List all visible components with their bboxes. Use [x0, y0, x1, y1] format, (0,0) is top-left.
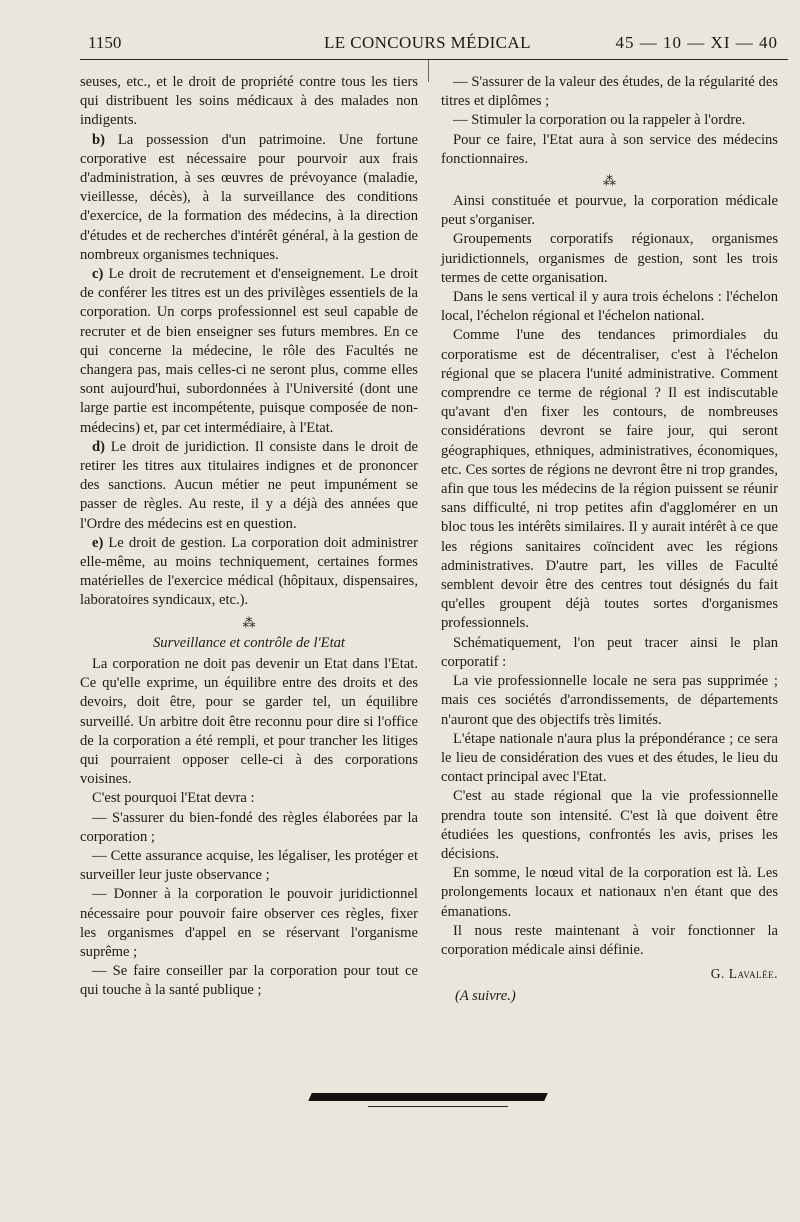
paragraph: — Stimuler la corporation ou la rappeler à l'ordre.: [453, 112, 746, 129]
paragraph: Schématiquement, l'on peut tracer ainsi le plan corporatif :: [441, 634, 778, 670]
left-column: [80, 73, 418, 1001]
journal-title: LE CONCOURS MÉDICAL: [324, 33, 531, 52]
paragraph: seuses, etc., et le droit de propriété contre tous les tiers qui distribuent les soins médicaux à des malades non indigents.: [80, 74, 418, 129]
paragraph: La vie professionnelle locale ne sera pas supprimée ; mais ces sociétés d'arrondissements, de départements n'auront que des objectifs très limités.: [441, 673, 778, 728]
paragraph: d) Le droit de juridiction. Il consiste dans le droit de retirer les titres aux titulaires indignes et de prononcer des sanctions. Aucun métier ne peut impunément se passer de règles. Au reste, il y a déjà des années que l'Ordre des médecins est en question.: [80, 438, 418, 532]
paragraph: — S'assurer de la valeur des études, de la régularité des titres et diplômes ;: [441, 74, 778, 110]
item-label: d): [92, 438, 105, 455]
paragraph: L'étape nationale n'aura plus la prépondérance ; ce sera le lieu de considération des vues et des études, le lieu du contact principal avec l'Etat.: [441, 730, 778, 786]
paragraph: — Se faire conseiller par la corporation pour tout ce qui touche à la santé publique ;: [80, 963, 418, 999]
section-subheading: Surveillance et contrôle de l'Etat: [153, 634, 345, 651]
paragraph: Groupements corporatifs régionaux, organismes juridictionnels, organismes de gestion, sont les trois termes de cette organisation.: [441, 231, 778, 286]
end-of-article-bar: [308, 1093, 548, 1101]
paragraph: Comme l'une des tendances primordiales du corporatisme est de décentraliser, c'est à l'échelon régional que se placera l'unité administrative. Comment comprendre ce terme de régional ? Il est indiscutable qu'avant d'en fixer les contours, de nombreuses considérations devront se faire jour, qui seront géographiques, ethniques, administratives, économiques, etc. Ces sortes de régions ne devront être ni trop grandes, afin que tous les médecins de la région puissent se réunir sans difficulté, ni trop petites afin d'agglomérer en un bloc tous les intérêts similaires. Il y aurait intérêt à ce que les régions sanitaires coïncident avec les régions administratives. D'autre part, les villes de Faculté semblent devoir être des centres tout désignés du fait qu'elles groupent déjà toutes sortes d'organismes professionnels.: [441, 327, 778, 632]
paragraph: C'est pourquoi l'Etat devra :: [92, 790, 255, 807]
paragraph: — Cette assurance acquise, les légaliser, les protéger et surveiller leur juste observance ;: [80, 847, 418, 884]
header-rule: [80, 59, 788, 60]
right-column: [441, 73, 778, 1007]
paragraph: b) La possession d'un patrimoine. Une fortune corporative est nécessaire pour pourvoir aux frais d'administration, à ses œuvres de prévoyance (maladie, vieillesse, décès), à la surveillance des conditions d'exercice, de la formation des médecins, à la direction d'études et de recherches d'intérêt général, à la gestion de nombreux organismes techniques.: [80, 131, 418, 263]
item-label: b): [92, 131, 105, 148]
paragraph: C'est au stade régional que la vie professionnelle prendra toute son intensité. C'est là que doivent être étudiées les questions, confrontés les avis, prises les décisions.: [441, 788, 778, 862]
paragraph: c) Le droit de recrutement et d'enseignement. Le droit de conférer les titres est un des privilèges essentiels de la corporation. Un corps professionnel est seul capable de recruter et de bien enseigner ses futurs membres. En ce qui concerne la médecine, le rôle des Facultés ne changera pas, mais celles-ci ne seront plus, comme elles sont aujourd'hui, subordonnées à l'Université (dont une large partie est incompétente, puisque composée de non-médecins) et, par cet intermédiaire, à l'Etat.: [80, 266, 418, 436]
paragraph: Dans le sens vertical il y aura trois échelons : l'échelon local, l'échelon régional et l'échelon national.: [441, 289, 778, 325]
asterism-separator: ⁂: [242, 614, 256, 630]
paragraph: e) Le droit de gestion. La corporation doit administrer elle-même, au moins techniquement, certaines formes matérielles de l'exercice médical (hôpitaux, dispensaires, laboratoires syndicaux, etc.).: [80, 534, 418, 609]
paragraph: Ainsi constituée et pourvue, la corporation médicale peut s'organiser.: [441, 193, 778, 229]
item-label: e): [92, 534, 104, 551]
issue-date: 45 — 10 — XI — 40: [615, 33, 778, 52]
asterism-separator: ⁂: [603, 173, 616, 189]
paragraph: — Donner à la corporation le pouvoir juridictionnel nécessaire pour pouvoir faire observer ces règles, fixer les organismes d'appel en se réservant l'organisme suprême ;: [80, 886, 418, 960]
item-label: c): [92, 266, 104, 283]
to-be-continued-note: (A suivre.): [455, 988, 516, 1005]
paragraph: Il nous reste maintenant à voir fonctionner la corporation médicale ainsi définie.: [441, 922, 778, 958]
paragraph: Pour ce faire, l'Etat aura à son service des médecins fonctionnaires.: [441, 131, 778, 167]
paragraph: La corporation ne doit pas devenir un Etat dans l'Etat. Ce qu'elle exprime, un équilibre entre des droits et des devoirs, doit être, pour se garder tel, un équilibre surveillé. Un arbitre doit être reconnu pour dire si l'office de la corporation a été rempli, et pour trancher les litiges qui pourraient opposer celle-ci à des corporations voisines.: [80, 655, 418, 788]
author-signature: G. Lavalée.: [710, 966, 778, 982]
column-divider: [428, 60, 429, 82]
page-number: 1150: [88, 33, 122, 52]
end-of-article-rule: [368, 1106, 508, 1107]
paragraph: — S'assurer du bien-fondé des règles élaborées par la corporation ;: [80, 809, 418, 845]
paragraph: En somme, le nœud vital de la corporation est là. Les prolongements locaux et nationaux n'en étant que des émanations.: [441, 865, 778, 920]
running-header: [88, 33, 778, 57]
